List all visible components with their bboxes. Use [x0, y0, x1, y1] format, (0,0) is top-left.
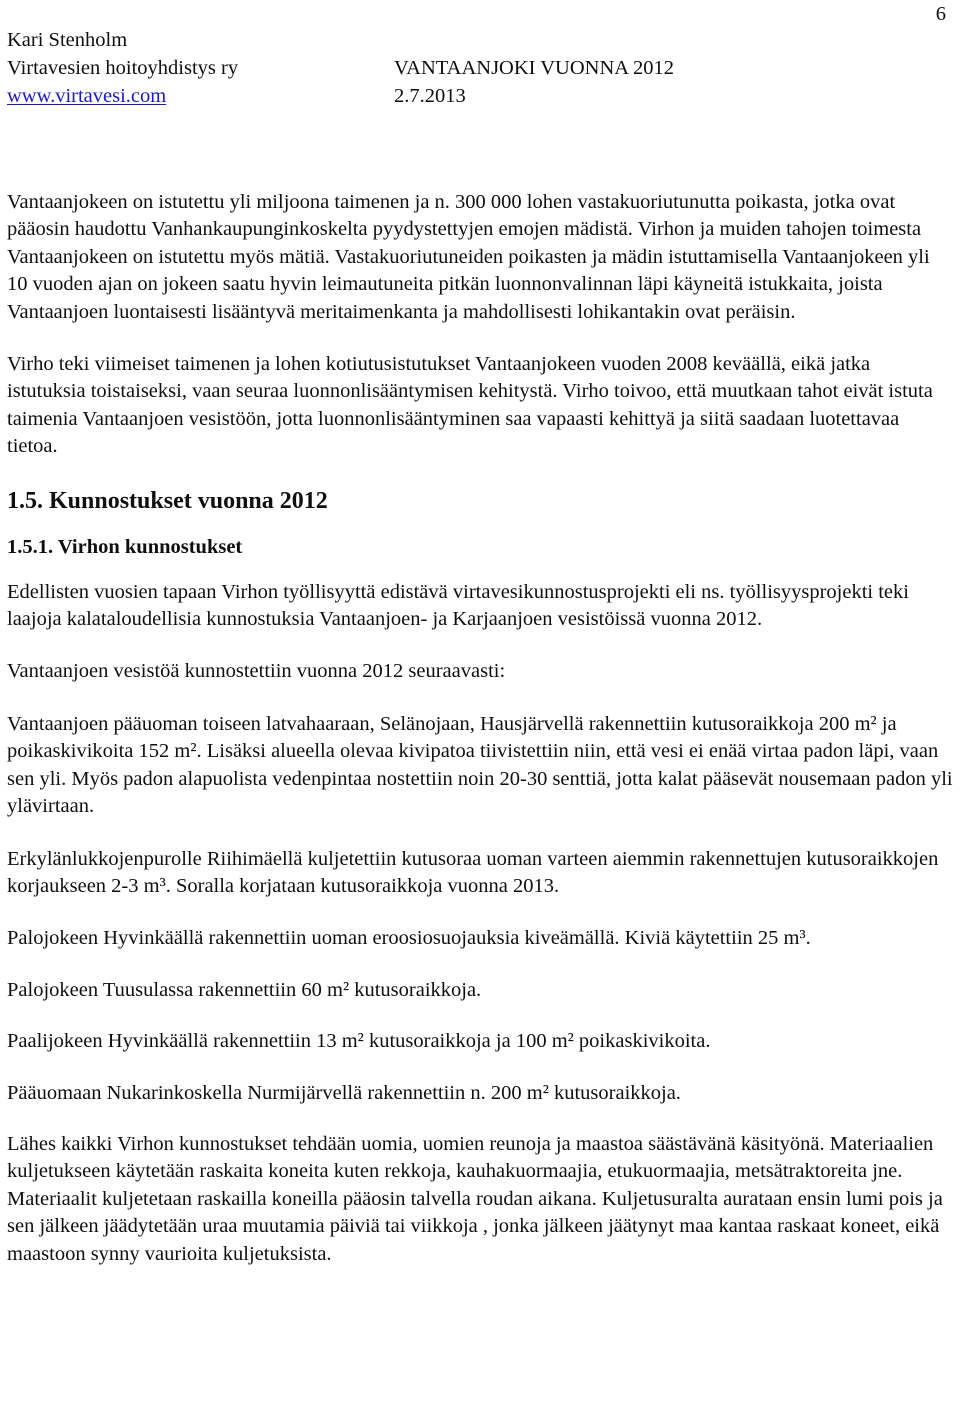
report-title: VANTAANJOKI VUONNA 2012: [394, 57, 675, 79]
intro-paragraph-1: Vantaanjokeen on istutettu yli miljoona taimenen ja n. 300 000 lohen vastakuoriutunutta poikasta, jotka ovat pääosin haudottu Vanhankaupunginkoskelta pyydystettyjen emojen mädistä. Virhon ja muiden tahojen toimesta Vantaanjokeen on istutettu myös mätiä. Vastakuoriutuneiden poikasten ja mädin istuttamisella Vantaanjokeen yli 10 vuoden ajan on jokeen saatu hyvin leimautuneita pitkän luonnonvalinnan läpi käyneitä istukkaita, joista Vantaanjoen luontaisesti lisääntyvä meritaimenkanta ja mahdollisesti lohikantakin ovat peräisin.: [7, 191, 930, 323]
website-link[interactable]: www.virtavesi.com: [7, 85, 167, 107]
paragraph-7: Paalijokeen Hyvinkäällä rakennettiin 13 m² kutusoraikkoja ja 100 m² poikaskivikoita.: [7, 1030, 711, 1053]
paragraph-5: Palojokeen Hyvinkäällä rakennettiin uoman eroosiosuojauksia kiveämällä. Kiviä käytettiin 25 m³.: [7, 927, 811, 950]
paragraph-4: Erkylänlukkojenpurolle Riihimäellä kuljetettiin kutusoraa uoman varteen aiemmin rakennettujen kutusoraikkojen korjaukseen 2-3 m³. Soralla korjataan kutusoraikkoja vuonna 2013.: [7, 847, 939, 897]
section-heading: 1.5. Kunnostukset vuonna 2012: [7, 487, 328, 514]
page-number: 6: [935, 3, 946, 25]
author-name: Kari Stenholm: [7, 29, 128, 51]
paragraph-3: Vantaanjoen pääuoman toiseen latvahaaraan, Selänojaan, Hausjärvellä rakennettiin kutusoraikkoja 200 m² ja poikaskivikoita 152 m². Lisäksi alueella olevaa kivipatoa tiivistettiin niin, että vesi ei enää virtaa padon läpi, vaan sen yli. Myös padon alapuolista vedenpintaa nostettiin noin 20-30 senttiä, jotta kalat pääsevät nousemaan padon yli ylävirtaan.: [7, 712, 953, 818]
header-row-1: [7, 26, 767, 54]
paragraph-1: Edellisten vuosien tapaan Virhon työllisyyttä edistävä virtavesikunnostusprojekti eli ns. työllisyysprojekti teki laajoja kalataloudellisia kunnostuksia Vantaanjoen- ja Karjaanjoen vesistöissä vuonna 2012.: [7, 580, 909, 631]
header-row-2: [7, 54, 767, 82]
paragraph-9: Lähes kaikki Virhon kunnostukset tehdään uomia, uomien reunoja ja maastoa säästävänä käsityönä. Materiaalien kuljetukseen käytetään raskaita koneita kuten rekkoja, kauhakuormaajia, etukuormaajia, metsätraktoreita jne. Materiaalit kuljetetaan raskailla koneilla pääosin talvella roudan aikana. Kuljetusuralta aurataan ensin lumi pois ja sen jälkeen jäädytetään uraa muutamia päiviä tai viikkoja , jonka jälkeen jäätynyt maa kantaa raskaat koneet, eikä maastoon synny vaurioita kuljetuksista.: [7, 1132, 943, 1265]
organization-name: Virtavesien hoitoyhdistys ry: [7, 57, 239, 79]
intro-paragraph-2: Virho teki viimeiset taimenen ja lohen kotiutusistutukset Vantaanjokeen vuoden 2008 keväällä, eikä jatka istutuksia toistaiseksi, vaan seuraa luonnonlisääntymisen kehitystä. Virho toivoo, että muutkaan tahot eivät istuta taimenia Vantaanjoen vesistöön, jotta luonnonlisääntyminen saa vapaasti kehittyä ja siitä saadaan luotettavaa tietoa.: [7, 353, 933, 458]
header-row-3: [7, 82, 767, 110]
page-header: [7, 26, 767, 110]
paragraph-8: Pääuomaan Nukarinkoskella Nurmijärvellä rakennettiin n. 200 m² kutusoraikkoja.: [7, 1081, 681, 1104]
paragraph-6: Palojokeen Tuusulassa rakennettiin 60 m² kutusoraikkoja.: [7, 978, 482, 1001]
paragraph-2: Vantaanjoen vesistöä kunnostettiin vuonna 2012 seuraavasti:: [7, 660, 506, 683]
subsection-heading: 1.5.1. Virhon kunnostukset: [7, 535, 243, 558]
report-date: 2.7.2013: [394, 85, 466, 107]
document-content: [7, 189, 953, 1293]
